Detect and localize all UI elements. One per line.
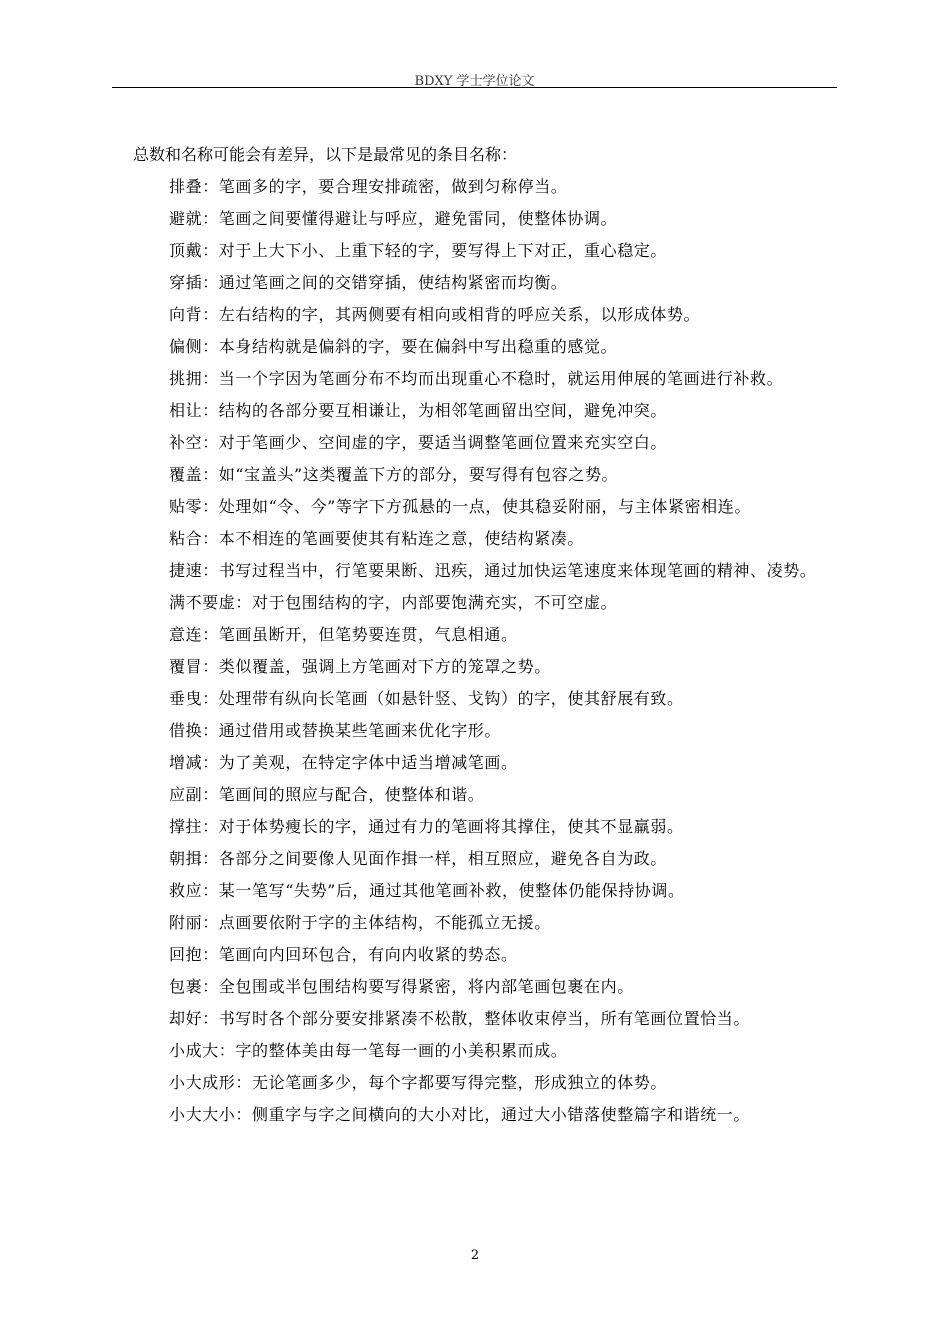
list-item: 顶戴：对于上大下小、上重下轻的字，要写得上下对正，重心稳定。: [169, 241, 668, 260]
list-item: 覆盖：如“宝盖头”这类覆盖下方的部分，要写得有包容之势。: [169, 465, 619, 484]
list-item: 朝揖：各部分之间要像人见面作揖一样，相互照应，避免各自为政。: [169, 849, 668, 868]
list-item: 覆冒：类似覆盖，强调上方笔画对下方的笼罩之势。: [169, 657, 551, 676]
list-item: 贴零：处理如“令、今”等字下方孤悬的一点，使其稳妥附丽，与主体紧密相连。: [169, 497, 751, 516]
list-item: 垂曳：处理带有纵向长笔画（如悬针竖、戈钩）的字，使其舒展有致。: [169, 689, 684, 708]
body-text: [133, 139, 843, 1131]
intro-paragraph: 总数和名称可能会有差异，以下是最常见的条目名称：: [133, 145, 518, 164]
list-item: 小大成形：无论笔画多少，每个字都要写得完整，形成独立的体势。: [169, 1073, 668, 1092]
header-divider: [112, 87, 837, 88]
list-item: 回抱：笔画向内回环包合，有向内收紧的势态。: [169, 945, 518, 964]
list-item: 增减：为了美观，在特定字体中适当增减笔画。: [169, 753, 518, 772]
list-item: 偏侧：本身结构就是偏斜的字，要在偏斜中写出稳重的感觉。: [169, 337, 618, 356]
list-item: 补空：对于笔画少、空间虚的字，要适当调整笔画位置来充实空白。: [169, 433, 668, 452]
list-item: 捷速：书写过程当中，行笔要果断、迅疾，通过加快运笔速度来体现笔画的精神、凌势。: [169, 561, 817, 580]
list-item: 排叠：笔画多的字，要合理安排疏密，做到匀称停当。: [169, 177, 568, 196]
list-item: 却好：书写时各个部分要安排紧凑不松散，整体收束停当，所有笔画位置恰当。: [169, 1009, 751, 1028]
list-item: 救应：某一笔写“失势”后，通过其他笔画补救，使整体仍能保持协调。: [169, 881, 685, 900]
list-item: 小成大：字的整体美由每一笔每一画的小美积累而成。: [169, 1041, 568, 1060]
list-item: 向背：左右结构的字，其两侧要有相向或相背的呼应关系，以形成体势。: [169, 305, 701, 324]
list-item: 满不要虚：对于包围结构的字，内部要饱满充实，不可空虚。: [169, 593, 618, 612]
list-item: 穿插：通过笔画之间的交错穿插，使结构紧密而均衡。: [169, 273, 568, 292]
list-item: 附丽：点画要依附于字的主体结构，不能孤立无援。: [169, 913, 551, 932]
list-item: 小大大小：侧重字与字之间横向的大小对比，通过大小错落使整篇字和谐统一。: [169, 1105, 751, 1124]
page-header: BDXY 学士学位论文: [414, 74, 535, 89]
list-item: 撑拄：对于体势瘦长的字，通过有力的笔画将其撑住，使其不显羸弱。: [169, 817, 684, 836]
term-list: [133, 171, 843, 1131]
list-item: 挑拥：当一个字因为笔画分布不均而出现重心不稳时，就运用伸展的笔画进行补救。: [169, 369, 784, 388]
list-item: 意连：笔画虽断开，但笔势要连贯，气息相通。: [169, 625, 518, 644]
list-item: 借换：通过借用或替换某些笔画来优化字形。: [169, 721, 502, 740]
page-number: 2: [470, 1248, 480, 1263]
list-item: 粘合：本不相连的笔画要使其有粘连之意，使结构紧凑。: [169, 529, 585, 548]
list-item: 相让：结构的各部分要互相谦让，为相邻笔画留出空间，避免冲突。: [169, 401, 668, 420]
list-item: 包裹：全包围或半包围结构要写得紧密，将内部笔画包裹在内。: [169, 977, 634, 996]
list-item: 避就：笔画之间要懂得避让与呼应，避免雷同，使整体协调。: [169, 209, 618, 228]
list-item: 应副：笔画间的照应与配合，使整体和谐。: [169, 785, 485, 804]
